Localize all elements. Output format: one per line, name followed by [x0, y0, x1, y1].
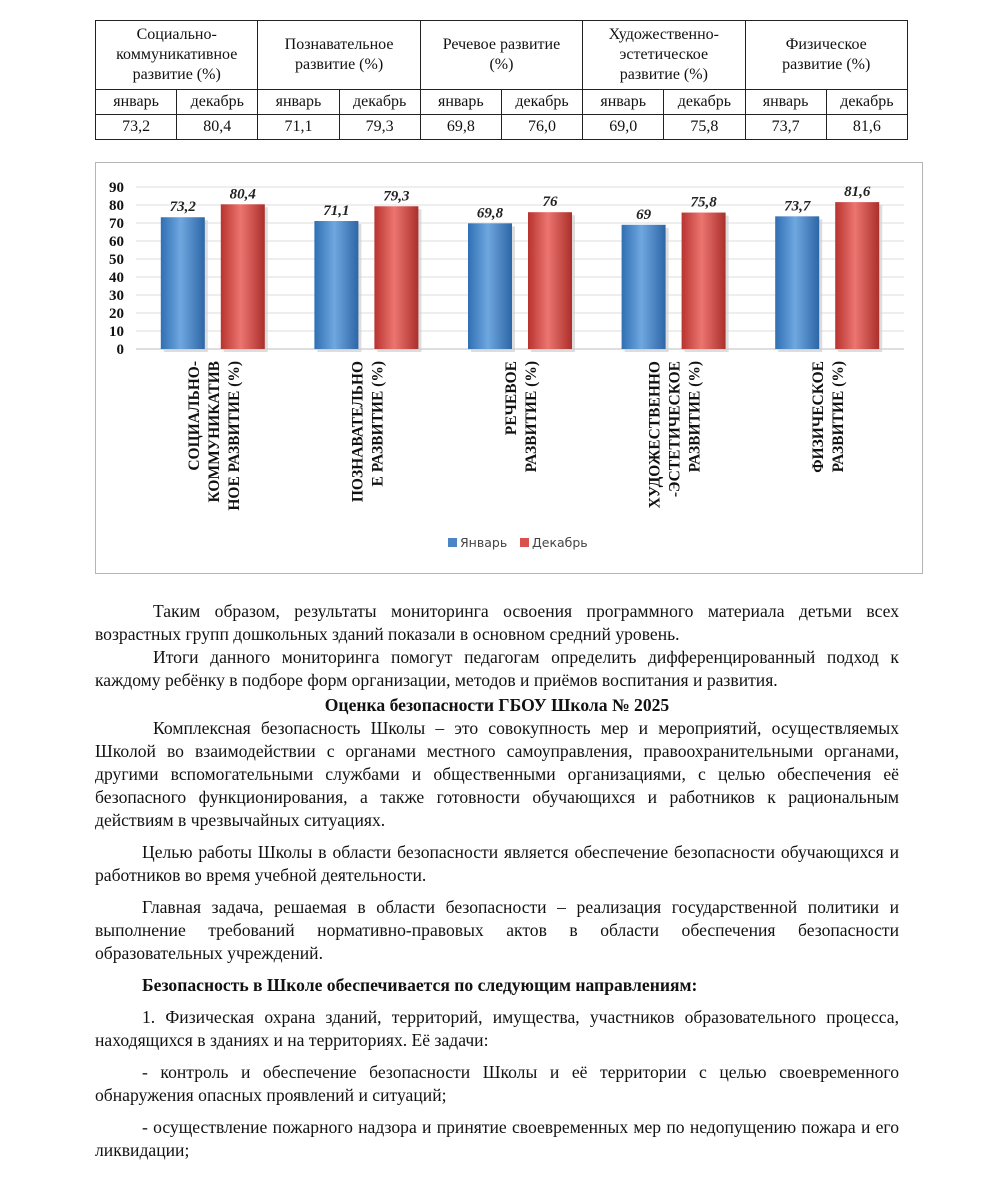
paragraph-results: Итоги данного мониторинга помогут педагогам определить дифференцированный подход к каждому ребёнку в подборе форм организации, методов и приёмов воспитания и развития.: [95, 647, 899, 690]
legend-swatch: [448, 538, 457, 547]
document-text: [95, 600, 899, 1162]
data-label: 69: [636, 206, 652, 223]
value-cell: 71,1: [258, 115, 339, 140]
subheader-cell: январь: [420, 90, 501, 115]
subheader-cell: январь: [96, 90, 177, 115]
table-subheader-row: [96, 90, 908, 115]
legend-label: Январь: [460, 535, 508, 550]
paragraph-task: Главная задача, решаемая в области безопасности – реализация государственной политики и выполнение требований нормативно-правовых актов в области обеспечения безопасности образовательных учреждений.: [95, 897, 899, 963]
y-tick-label: 10: [109, 324, 124, 340]
data-label: 81,6: [844, 184, 871, 201]
subheader-cell: декабрь: [177, 90, 258, 115]
value-cell: 76,0: [501, 115, 582, 140]
y-tick-label: 30: [109, 288, 124, 304]
category-label: РЕЧЕВОЕ РАЗВИТИЕ (%): [503, 361, 540, 473]
y-tick-label: 20: [109, 306, 124, 322]
subheader-cell: декабрь: [339, 90, 420, 115]
y-tick-label: 90: [109, 180, 124, 196]
paragraph-physical-guard: 1. Физическая охрана зданий, территорий, имущества, участников образовательного процесса, находящихся в зданиях и на территориях. Её задачи:: [95, 1007, 899, 1050]
subheader-cell: декабрь: [826, 90, 907, 115]
data-label: 80,4: [229, 186, 256, 203]
category-label: ХУДОЖЕСТВЕННО -ЭСТЕТИЧЕСКОЕ РАЗВИТИЕ (%): [646, 361, 704, 509]
data-label: 69,8: [476, 205, 504, 222]
subheader-cell: январь: [745, 90, 826, 115]
legend-label: Декабрь: [532, 535, 588, 550]
subheader-cell: декабрь: [501, 90, 582, 115]
bar-december: [221, 204, 265, 349]
data-label: 76: [542, 194, 558, 211]
y-tick-label: 50: [109, 252, 124, 268]
paragraph-conclusion: Таким образом, результаты мониторинга освоения программного материала детьми всех возрастных групп дошкольных зданий показали в основном средний уровень.: [95, 601, 899, 644]
bar-chart: [95, 162, 923, 574]
bar-january: [161, 217, 205, 349]
value-cell: 80,4: [177, 115, 258, 140]
header-physical: Физическое развитие (%): [745, 21, 908, 90]
value-cell: 69,0: [583, 115, 664, 140]
paragraph-control: - контроль и обеспечение безопасности Школы и её территории с целью своевременного обнаружения опасных проявлений и ситуаций;: [95, 1062, 899, 1105]
subheader-cell: январь: [258, 90, 339, 115]
value-cell: 69,8: [420, 115, 501, 140]
value-cell: 75,8: [664, 115, 745, 140]
data-label: 73,2: [169, 199, 196, 216]
table-header-row: [96, 21, 908, 90]
subheader-cell: декабрь: [664, 90, 745, 115]
value-cell: 73,2: [96, 115, 177, 140]
table-values-row: [96, 115, 908, 140]
chart-canvas: [96, 163, 922, 573]
y-tick-label: 70: [109, 216, 124, 232]
bar-december: [682, 213, 726, 349]
header-social: Социально-коммуникативное развитие (%): [96, 21, 258, 90]
data-label: 73,7: [784, 198, 811, 215]
data-label: 79,3: [383, 188, 410, 205]
category-label: ПОЗНАВАТЕЛЬНО Е РАЗВИТИЕ (%): [349, 361, 387, 503]
data-label: 75,8: [690, 194, 717, 211]
y-tick-label: 40: [109, 270, 124, 286]
bar-january: [314, 221, 358, 349]
bar-december: [528, 212, 572, 349]
bar-january: [622, 225, 666, 349]
legend-swatch: [520, 538, 529, 547]
bar-december: [835, 202, 879, 349]
bar-january: [468, 223, 512, 349]
bar-december: [374, 206, 418, 349]
y-tick-label: 60: [109, 234, 124, 250]
header-cognitive: Познавательное развитие (%): [258, 21, 420, 90]
y-tick-label: 80: [109, 198, 124, 214]
subheader-cell: январь: [583, 90, 664, 115]
header-art: Художественно-эстетическое развитие (%): [583, 21, 745, 90]
bar-january: [775, 216, 819, 349]
paragraph-definition: Комплексная безопасность Школы – это совокупность мер и мероприятий, осуществляемых Школой во взаимодействии с органами местного самоуправления, правоохранительными органами, другими вспомогательными службами и общественными организациями, с целью обеспечения её безопасного функционирования, а также готовности обучающихся и работников к рациональным действиям в чрезвычайных ситуациях.: [95, 718, 899, 830]
value-cell: 81,6: [826, 115, 907, 140]
paragraph-directions-title: Безопасность в Школе обеспечивается по следующим направлениям:: [142, 975, 698, 995]
paragraph-goal: Целью работы Школы в области безопасности является обеспечение безопасности обучающихся и работников во время учебной деятельности.: [95, 842, 899, 885]
data-label: 71,1: [323, 203, 350, 220]
value-cell: 73,7: [745, 115, 826, 140]
monitoring-table: [95, 20, 908, 140]
category-label: СОЦИАЛЬНО- КОММУНИКАТИВ НОЕ РАЗВИТИЕ (%): [185, 361, 243, 511]
section-heading: Оценка безопасности ГБОУ Школа № 2025: [324, 695, 670, 715]
paragraph-fire: - осуществление пожарного надзора и принятие своевременных мер по недопущению пожара и его ликвидации;: [95, 1117, 899, 1160]
y-tick-label: 0: [116, 342, 124, 358]
header-speech: Речевое развитие (%): [420, 21, 582, 90]
value-cell: 79,3: [339, 115, 420, 140]
category-label: ФИЗИЧЕСКОЕ РАЗВИТИЕ (%): [810, 361, 848, 473]
